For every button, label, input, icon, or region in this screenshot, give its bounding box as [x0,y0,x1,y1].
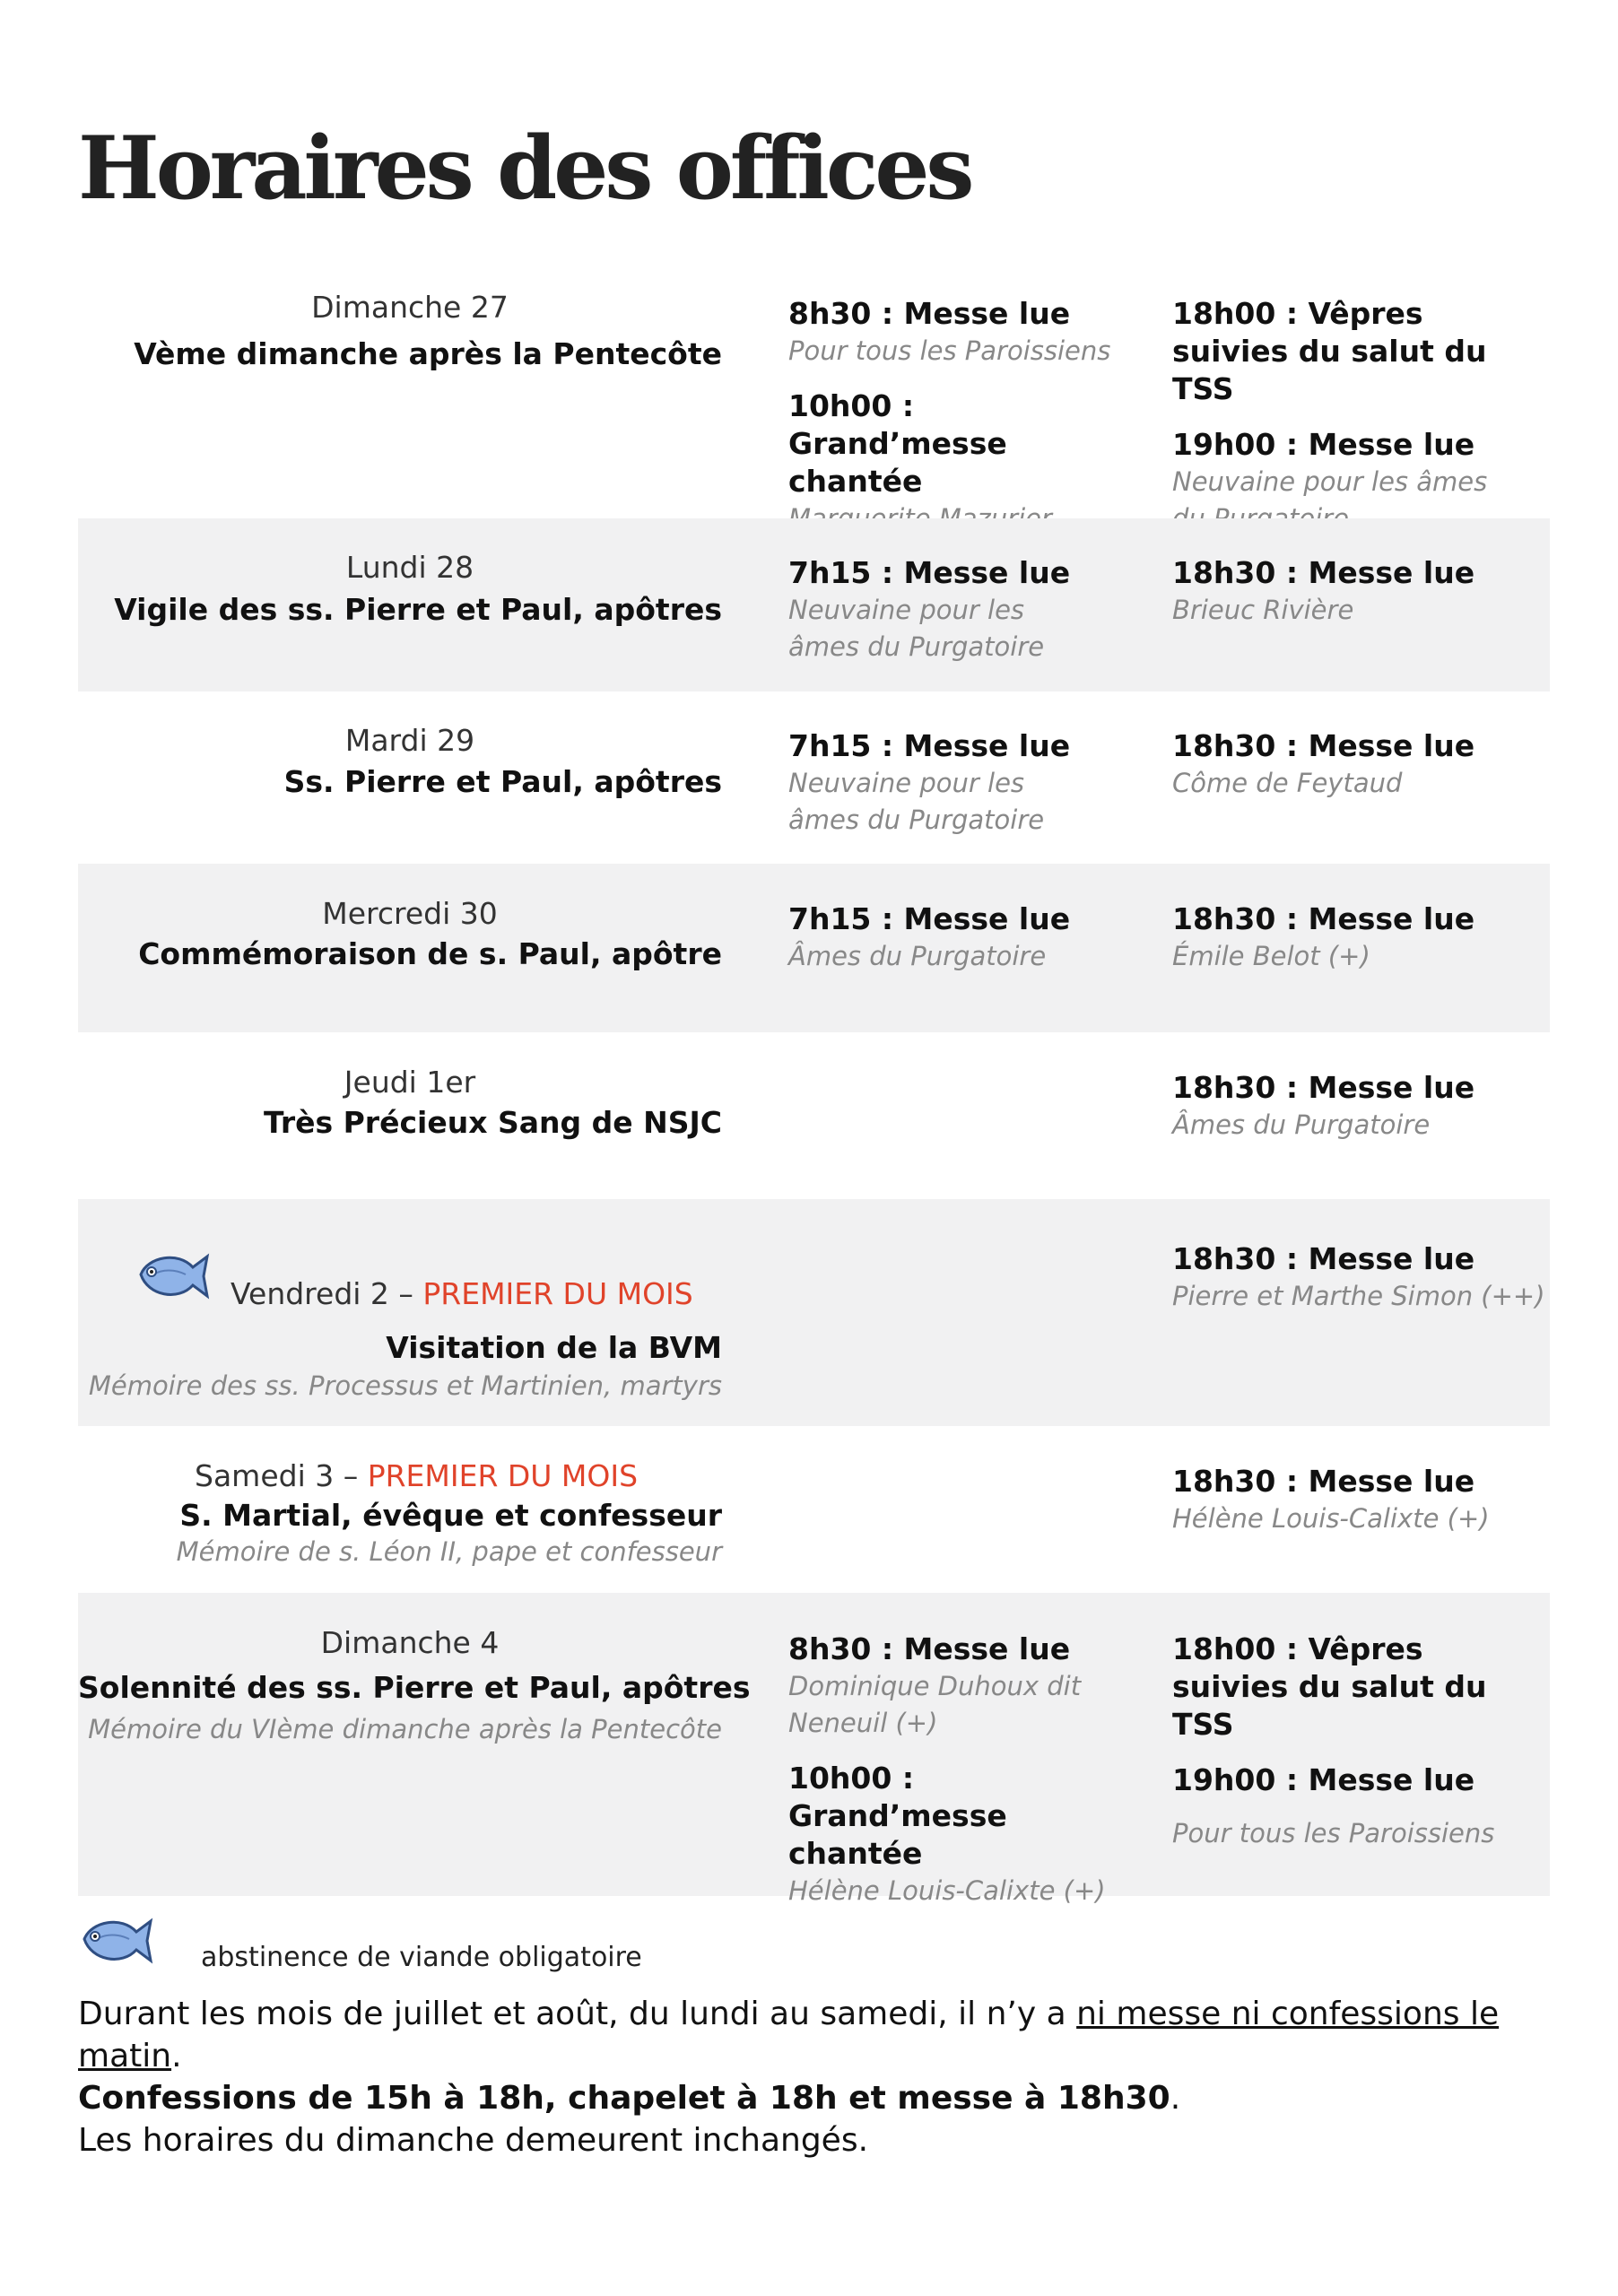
feast-name: Ss. Pierre et Paul, apôtres [283,764,722,799]
schedule-row-mardi-29 [78,691,1550,864]
mass-time: 7h15 : Messe lue [788,555,1071,590]
day-label: Mardi 29 [344,723,475,758]
mass-intention: Dominique Duhoux dit Neneuil (+) [788,1671,1082,1738]
mass-time: 18h30 : Messe lue [1172,1070,1475,1105]
fish-icon [79,1912,154,1970]
mass-time: 8h30 : Messe lue [788,296,1071,331]
premier-du-mois-badge: PREMIER DU MOIS [367,1458,639,1493]
mass-intention: Neuvaine pour les âmes du Purgatoire [788,768,1045,835]
day-label: Jeudi 1er [344,1065,476,1100]
memoire-text: Mémoire de s. Léon II, pape et confesseur [176,1536,722,1567]
mass-intention: Neuvaine pour les âmes [1172,466,1488,497]
summer-notice [78,1993,1550,2161]
premier-du-mois-badge: PREMIER DU MOIS [422,1276,693,1311]
memoire-text: Mémoire des ss. Processus et Martinien, martyrs [88,1370,722,1401]
mass-intention: Brieuc Rivière [1172,595,1354,625]
mass-time: 18h30 : Messe lue [1172,555,1475,590]
notice-line-1: Durant les mois de juillet et août, du lundi au samedi, il n’y a ni messe ni confessions le matin. [78,1996,1500,2074]
mass-intention: Pour tous les Paroissiens [788,335,1111,366]
schedule-row-jeudi-1er [78,1032,1550,1199]
feast-name: Vigile des ss. Pierre et Paul, apôtres [114,592,722,627]
feast-name: Visitation de la BVM [386,1330,722,1365]
day-label: Dimanche 27 [311,290,509,325]
mass-time: 18h00 : Vêpres suivies du salut du TSS [1172,1631,1487,1742]
schedule-row-mercredi-30 [78,864,1550,1032]
notice-line-3: Les horaires du dimanche demeurent inchangés. [78,2122,869,2159]
schedule-row-lundi-28 [78,518,1550,691]
mass-intention: Âmes du Purgatoire [1172,1109,1431,1140]
memoire-text: Mémoire du VIème dimanche après la Pentecôte [88,1714,722,1744]
feast-name: S. Martial, évêque et confesseur [179,1498,722,1533]
mass-intention: Pierre et Marthe Simon (++) [1172,1281,1545,1311]
fish-icon [135,1248,211,1305]
mass-time: 19h00 : Messe lue [1172,1762,1475,1797]
mass-intention: Neuvaine pour les âmes du Purgatoire [788,595,1045,662]
feast-name: Vème dimanche après la Pentecôte [134,336,722,371]
legend-text: abstinence de viande obligatoire [201,1942,642,1973]
mass-intention: Pour tous les Paroissiens [1172,1818,1495,1848]
schedule-row-vendredi-2 [78,1199,1550,1426]
mass-intention: Hélène Louis-Calixte (+) [788,1875,1106,1906]
mass-time: 19h00 : Messe lue [1172,427,1475,462]
mass-intention: Hélène Louis-Calixte (+) [1172,1503,1490,1534]
day-label: Vendredi 2 – PREMIER DU MOIS [231,1276,693,1311]
page-title: Horaires des offices [78,117,971,219]
mass-intention: Côme de Feytaud [1172,768,1403,798]
mass-time: 10h00 : Grand’messe chantée [788,1761,1007,1871]
mass-time: 18h00 : Vêpres suivies du salut du TSS [1172,296,1487,406]
mass-time: 18h30 : Messe lue [1172,1464,1475,1499]
mass-time: 8h30 : Messe lue [788,1631,1071,1666]
feast-name: Commémoraison de s. Paul, apôtre [138,936,722,971]
feast-name: Très Précieux Sang de NSJC [263,1105,722,1140]
day-label: Samedi 3 – PREMIER DU MOIS [195,1458,639,1493]
mass-intention: Émile Belot (+) [1172,941,1370,971]
schedule-row-dimanche-4 [78,1593,1550,1906]
day-label: Dimanche 4 [320,1625,500,1660]
mass-intention: Âmes du Purgatoire [788,941,1047,971]
mass-time: 18h30 : Messe lue [1172,1241,1475,1276]
mass-time: 10h00 : Grand’messe chantée [788,388,1007,499]
day-label: Lundi 28 [345,550,474,585]
day-label: Mercredi 30 [322,896,498,931]
mass-time: 18h30 : Messe lue [1172,901,1475,936]
mass-time: 18h30 : Messe lue [1172,728,1475,763]
schedule-row-samedi-3 [78,1426,1550,1593]
mass-time: 7h15 : Messe lue [788,728,1071,763]
feast-name: Solennité des ss. Pierre et Paul, apôtres [78,1670,751,1705]
schedule-row-dimanche-27 [78,283,1550,517]
notice-line-2: Confessions de 15h à 18h, chapelet à 18h et messe à 18h30. [78,2080,1181,2117]
mass-time: 7h15 : Messe lue [788,901,1071,936]
